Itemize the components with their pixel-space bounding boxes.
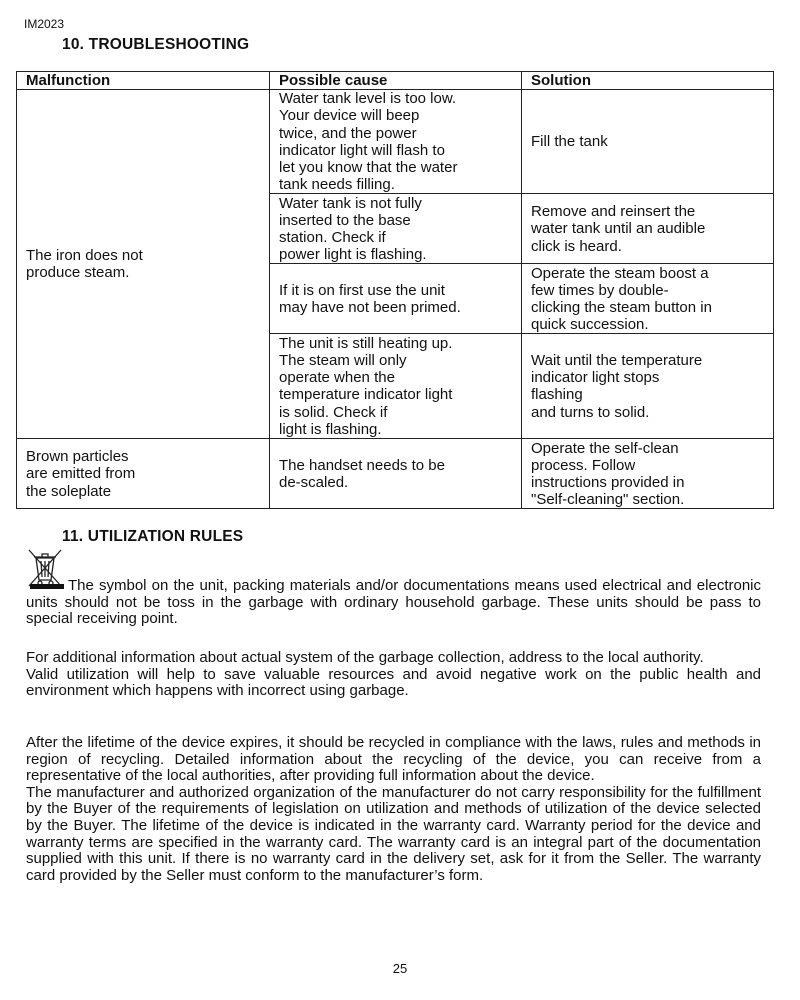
solution-cell: Wait until the temperature indicator light stops flashing and turns to solid.	[522, 334, 774, 439]
header-malfunction: Malfunction	[17, 72, 270, 90]
table-header-row	[17, 72, 774, 90]
cause-cell: The handset needs to be de-scaled.	[270, 439, 522, 509]
section-title-troubleshooting: 10. TROUBLESHOOTING	[62, 36, 250, 53]
solution-cell: Remove and reinsert the water tank until an audible click is heard.	[522, 194, 774, 264]
solution-cell: Operate the self-clean process. Follow instructions provided in "Self-cleaning" section.	[522, 439, 774, 509]
weee-underline-bar	[30, 584, 64, 589]
cause-cell: Water tank level is too low. Your device will beep twice, and the power indicator light will flash to let you know that the water tank needs filling.	[270, 90, 522, 194]
malfunction-cell: Brown particles are emitted from the soleplate	[17, 439, 270, 509]
para-line: For additional information about actual system of the garbage collection, address to the local authority.	[26, 649, 704, 666]
model-number: IM2023	[24, 17, 65, 31]
table-row	[17, 90, 774, 194]
solution-cell: Operate the steam boost a few times by double- clicking the steam button in quick succession.	[522, 264, 774, 334]
utilization-paragraph-2	[26, 650, 761, 700]
troubleshooting-table	[16, 71, 774, 509]
cause-cell: The unit is still heating up. The steam will only operate when the temperature indicator light is solid. Check if light is flashing.	[270, 334, 522, 439]
cause-cell: Water tank is not fully inserted to the base station. Check if power light is flashing.	[270, 194, 522, 264]
para-line: The manufacturer and authorized organization of the manufacturer do not carry responsibility for the fulfillment by the Buyer of the requirements of legislation on utilization and methods of utilization of the device selected by the Buyer. The lifetime of the device is indicated in the warranty card. Warranty period for the device and warranty terms are specified in the warranty card. The warranty card is an integral part of the documentation supplied with this unit. If there is no warranty card in the delivery set, ask for it from the Seller. The warranty card provided by the Seller must conform to the manufacturer’s form.	[26, 783, 761, 884]
table-row	[17, 439, 774, 509]
malfunction-cell: The iron does not produce steam.	[17, 90, 270, 439]
header-solution: Solution	[522, 72, 774, 90]
para-line: After the lifetime of the device expires, it should be recycled in compliance with the laws, rules and methods in region of recycling. Detailed information about the recycling of the device, you can receive from a representative of the local authorities, after providing full information about the device.	[26, 734, 761, 785]
header-possible-cause: Possible cause	[270, 72, 522, 90]
solution-cell: Fill the tank	[522, 90, 774, 194]
section-title-utilization: 11. UTILIZATION RULES	[62, 528, 244, 545]
utilization-paragraph-3	[26, 735, 761, 884]
para-line: Valid utilization will help to save valuable resources and avoid negative work on the public health and environment which happens with incorrect using garbage.	[26, 665, 761, 700]
utilization-paragraph-1: The symbol on the unit, packing materials and/or documentations means used electrical and electronic units should not be toss in the garbage with ordinary household garbage. These units should be pass to special receiving point.	[26, 577, 761, 628]
cause-cell: If it is on first use the unit may have not been primed.	[270, 264, 522, 334]
page-number: 25	[392, 961, 408, 976]
